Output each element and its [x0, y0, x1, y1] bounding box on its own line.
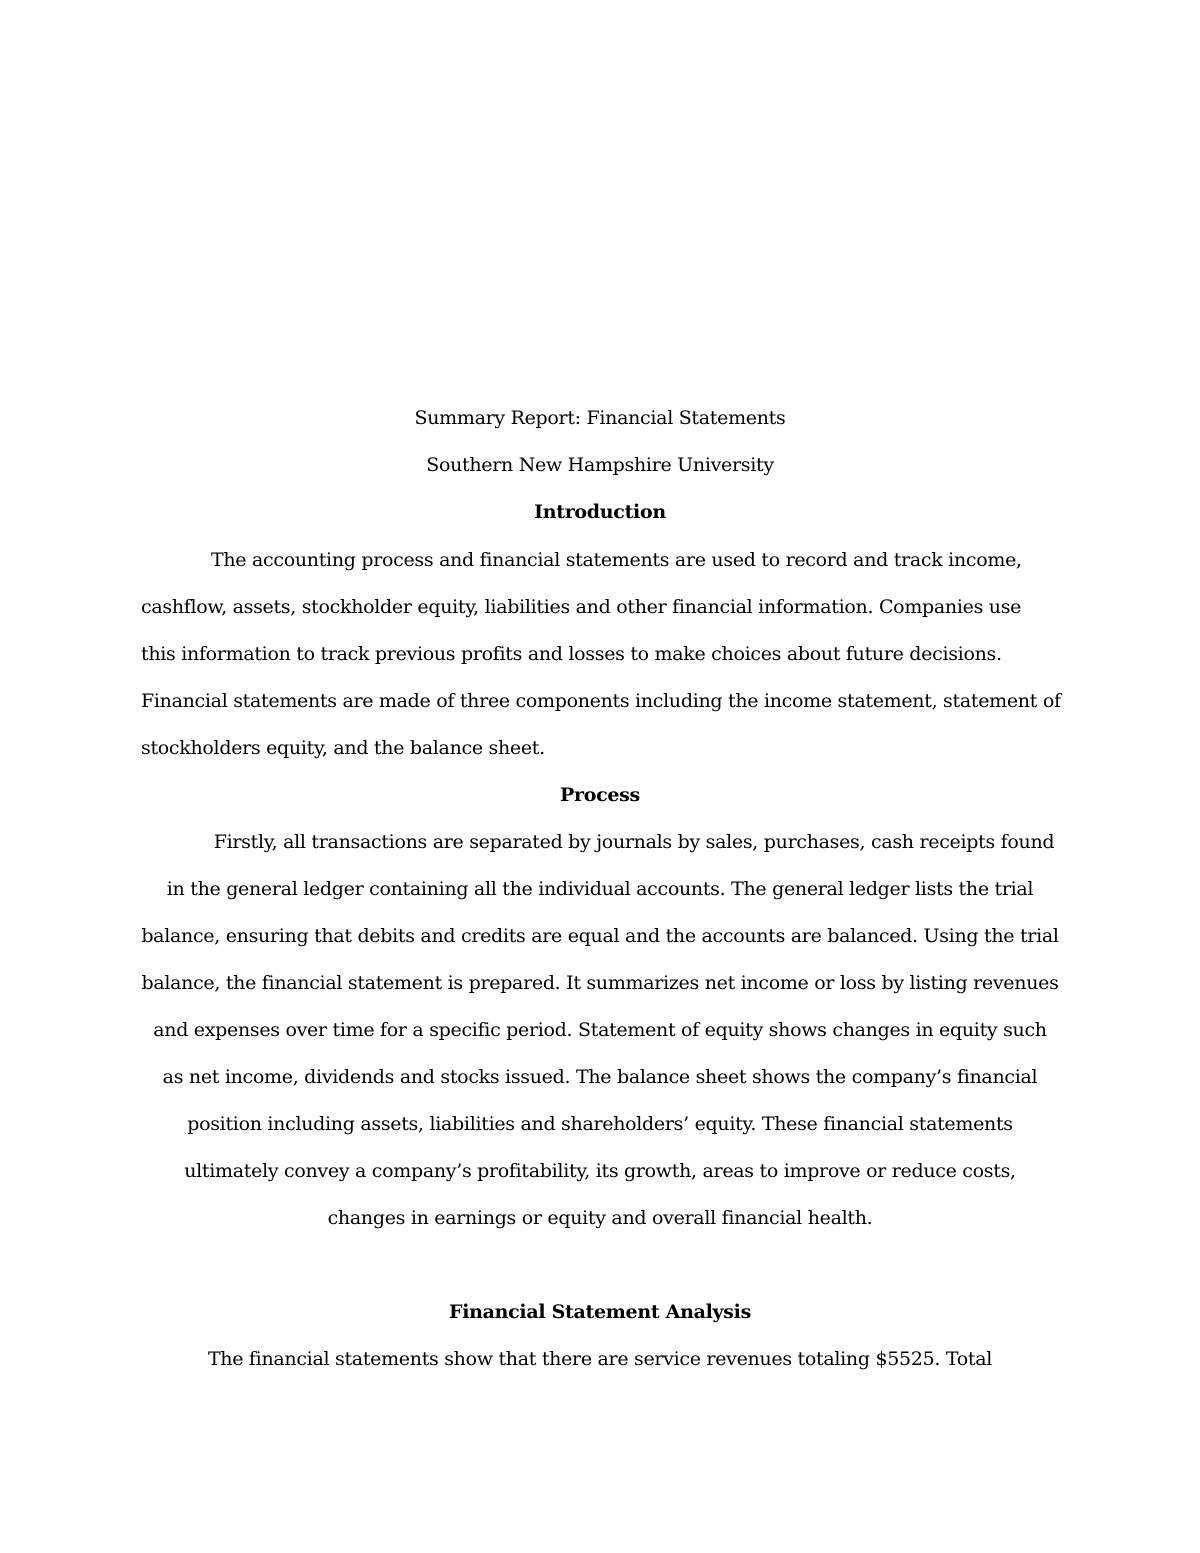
document-title: Summary Report: Financial Statements [414, 407, 786, 429]
analysis-paragraph-line: The financial statements show that there are service revenues totaling $5525. Total [207, 1348, 993, 1370]
process-paragraph-line: ultimately convey a company’s profitability, its growth, areas to improve or reduce costs, [184, 1160, 1016, 1182]
process-paragraph-line: balance, ensuring that debits and credits are equal and the accounts are balanced. Using the trial [141, 925, 1059, 947]
process-paragraph-line: balance, the financial statement is prepared. It summarizes net income or loss by listing revenues [141, 972, 1059, 994]
process-paragraph-line: in the general ledger containing all the individual accounts. The general ledger lists the trial [166, 878, 1034, 900]
intro-paragraph-line: this information to track previous profits and losses to make choices about future decisions. [141, 643, 1002, 665]
intro-paragraph-line: The accounting process and financial statements are used to record and track income, [211, 549, 1022, 571]
institution-name: Southern New Hampshire University [426, 454, 774, 476]
intro-paragraph-line: Financial statements are made of three components including the income statement, statement of [141, 690, 1061, 712]
process-paragraph-line: changes in earnings or equity and overall financial health. [327, 1207, 873, 1229]
heading-financial-statement-analysis: Financial Statement Analysis [449, 1301, 751, 1323]
process-paragraph-line: Firstly, all transactions are separated by journals by sales, purchases, cash receipts found [213, 831, 1055, 853]
heading-introduction: Introduction [534, 501, 666, 523]
process-paragraph-line: as net income, dividends and stocks issued. The balance sheet shows the company’s financial [162, 1066, 1038, 1088]
intro-paragraph-line: stockholders equity, and the balance sheet. [141, 737, 545, 759]
intro-paragraph-line: cashflow, assets, stockholder equity, liabilities and other financial information. Companies use [141, 596, 1022, 618]
process-paragraph-line: position including assets, liabilities and shareholders’ equity. These financial statements [187, 1113, 1013, 1135]
process-paragraph-line: and expenses over time for a specific period. Statement of equity shows changes in equity such [153, 1019, 1047, 1041]
heading-process: Process [560, 784, 640, 806]
